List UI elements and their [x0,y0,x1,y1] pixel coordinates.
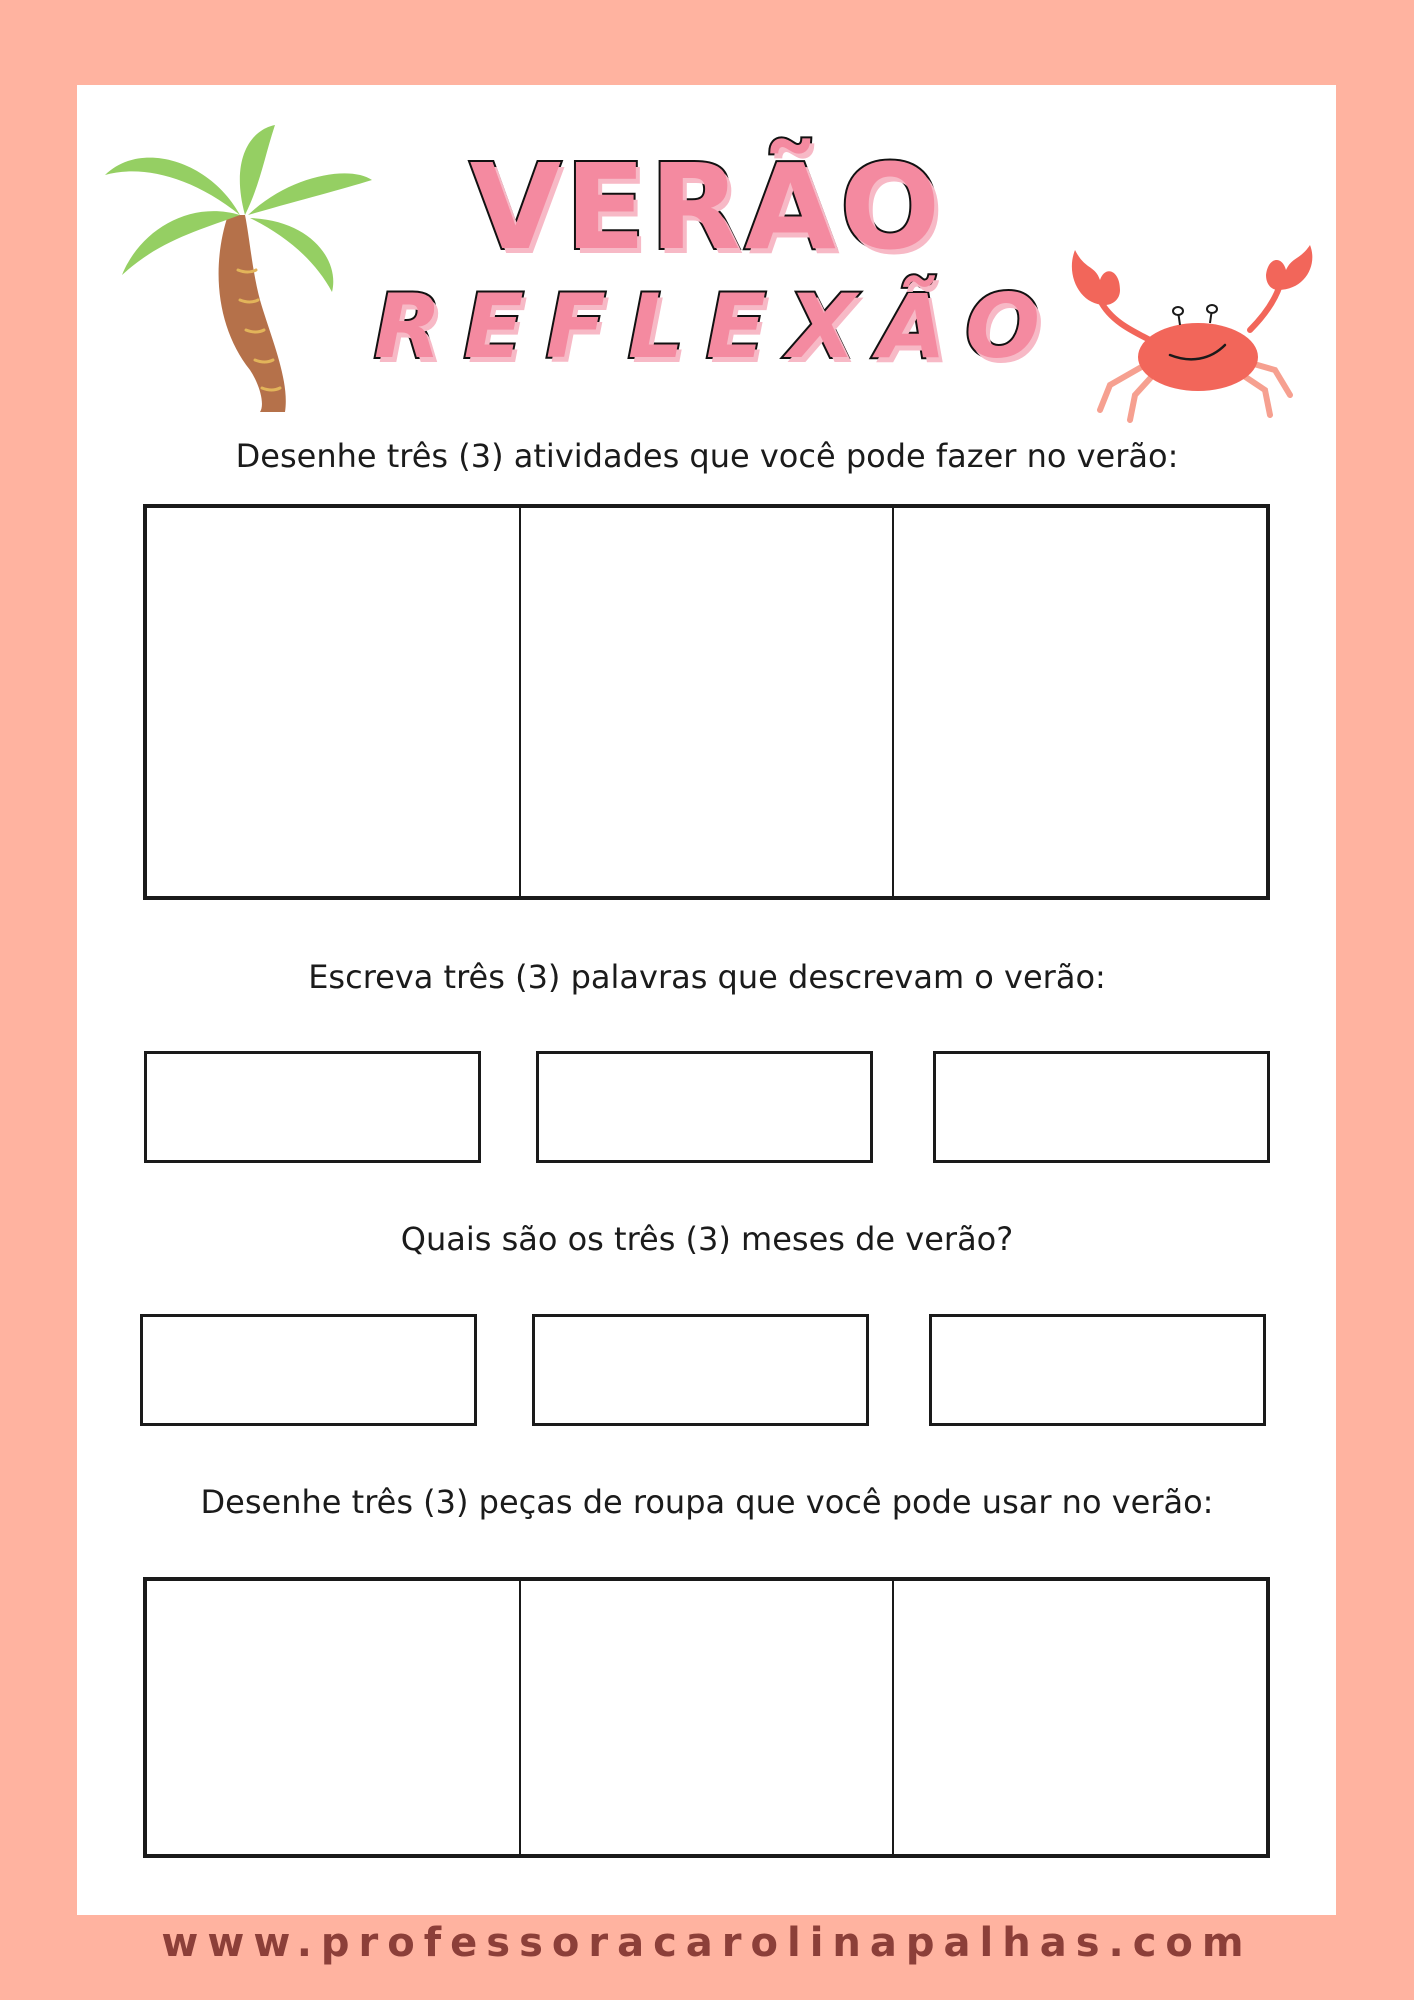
activities-prompt: Desenhe três (3) atividades que você pode fazer no verão: [235,437,1179,475]
activity-drawing-box[interactable] [519,508,893,896]
page-title: VERÃO [469,138,945,276]
month-answer-box[interactable] [532,1314,869,1426]
clothing-drawing-box[interactable] [147,1581,519,1854]
word-answer-box[interactable] [536,1051,873,1163]
month-answer-box[interactable] [929,1314,1266,1426]
clothes-prompt: Desenhe três (3) peças de roupa que você pode usar no verão: [200,1483,1214,1521]
activity-drawing-box[interactable] [892,508,1266,896]
months-prompt: Quais são os três (3) meses de verão? [400,1220,1014,1258]
page-subtitle: REFLEXÃO [373,275,1063,378]
clothes-drawing-area [143,1577,1270,1858]
word-answer-box[interactable] [933,1051,1270,1163]
month-answer-box[interactable] [140,1314,477,1426]
clothing-drawing-box[interactable] [892,1581,1266,1854]
word-answer-box[interactable] [144,1051,481,1163]
activities-drawing-area [143,504,1270,900]
footer-website: www.professoracarolinapalhas.com [161,1920,1253,1966]
clothing-drawing-box[interactable] [519,1581,893,1854]
words-prompt: Escreva três (3) palavras que descrevam o verão: [308,958,1106,996]
activity-drawing-box[interactable] [147,508,519,896]
